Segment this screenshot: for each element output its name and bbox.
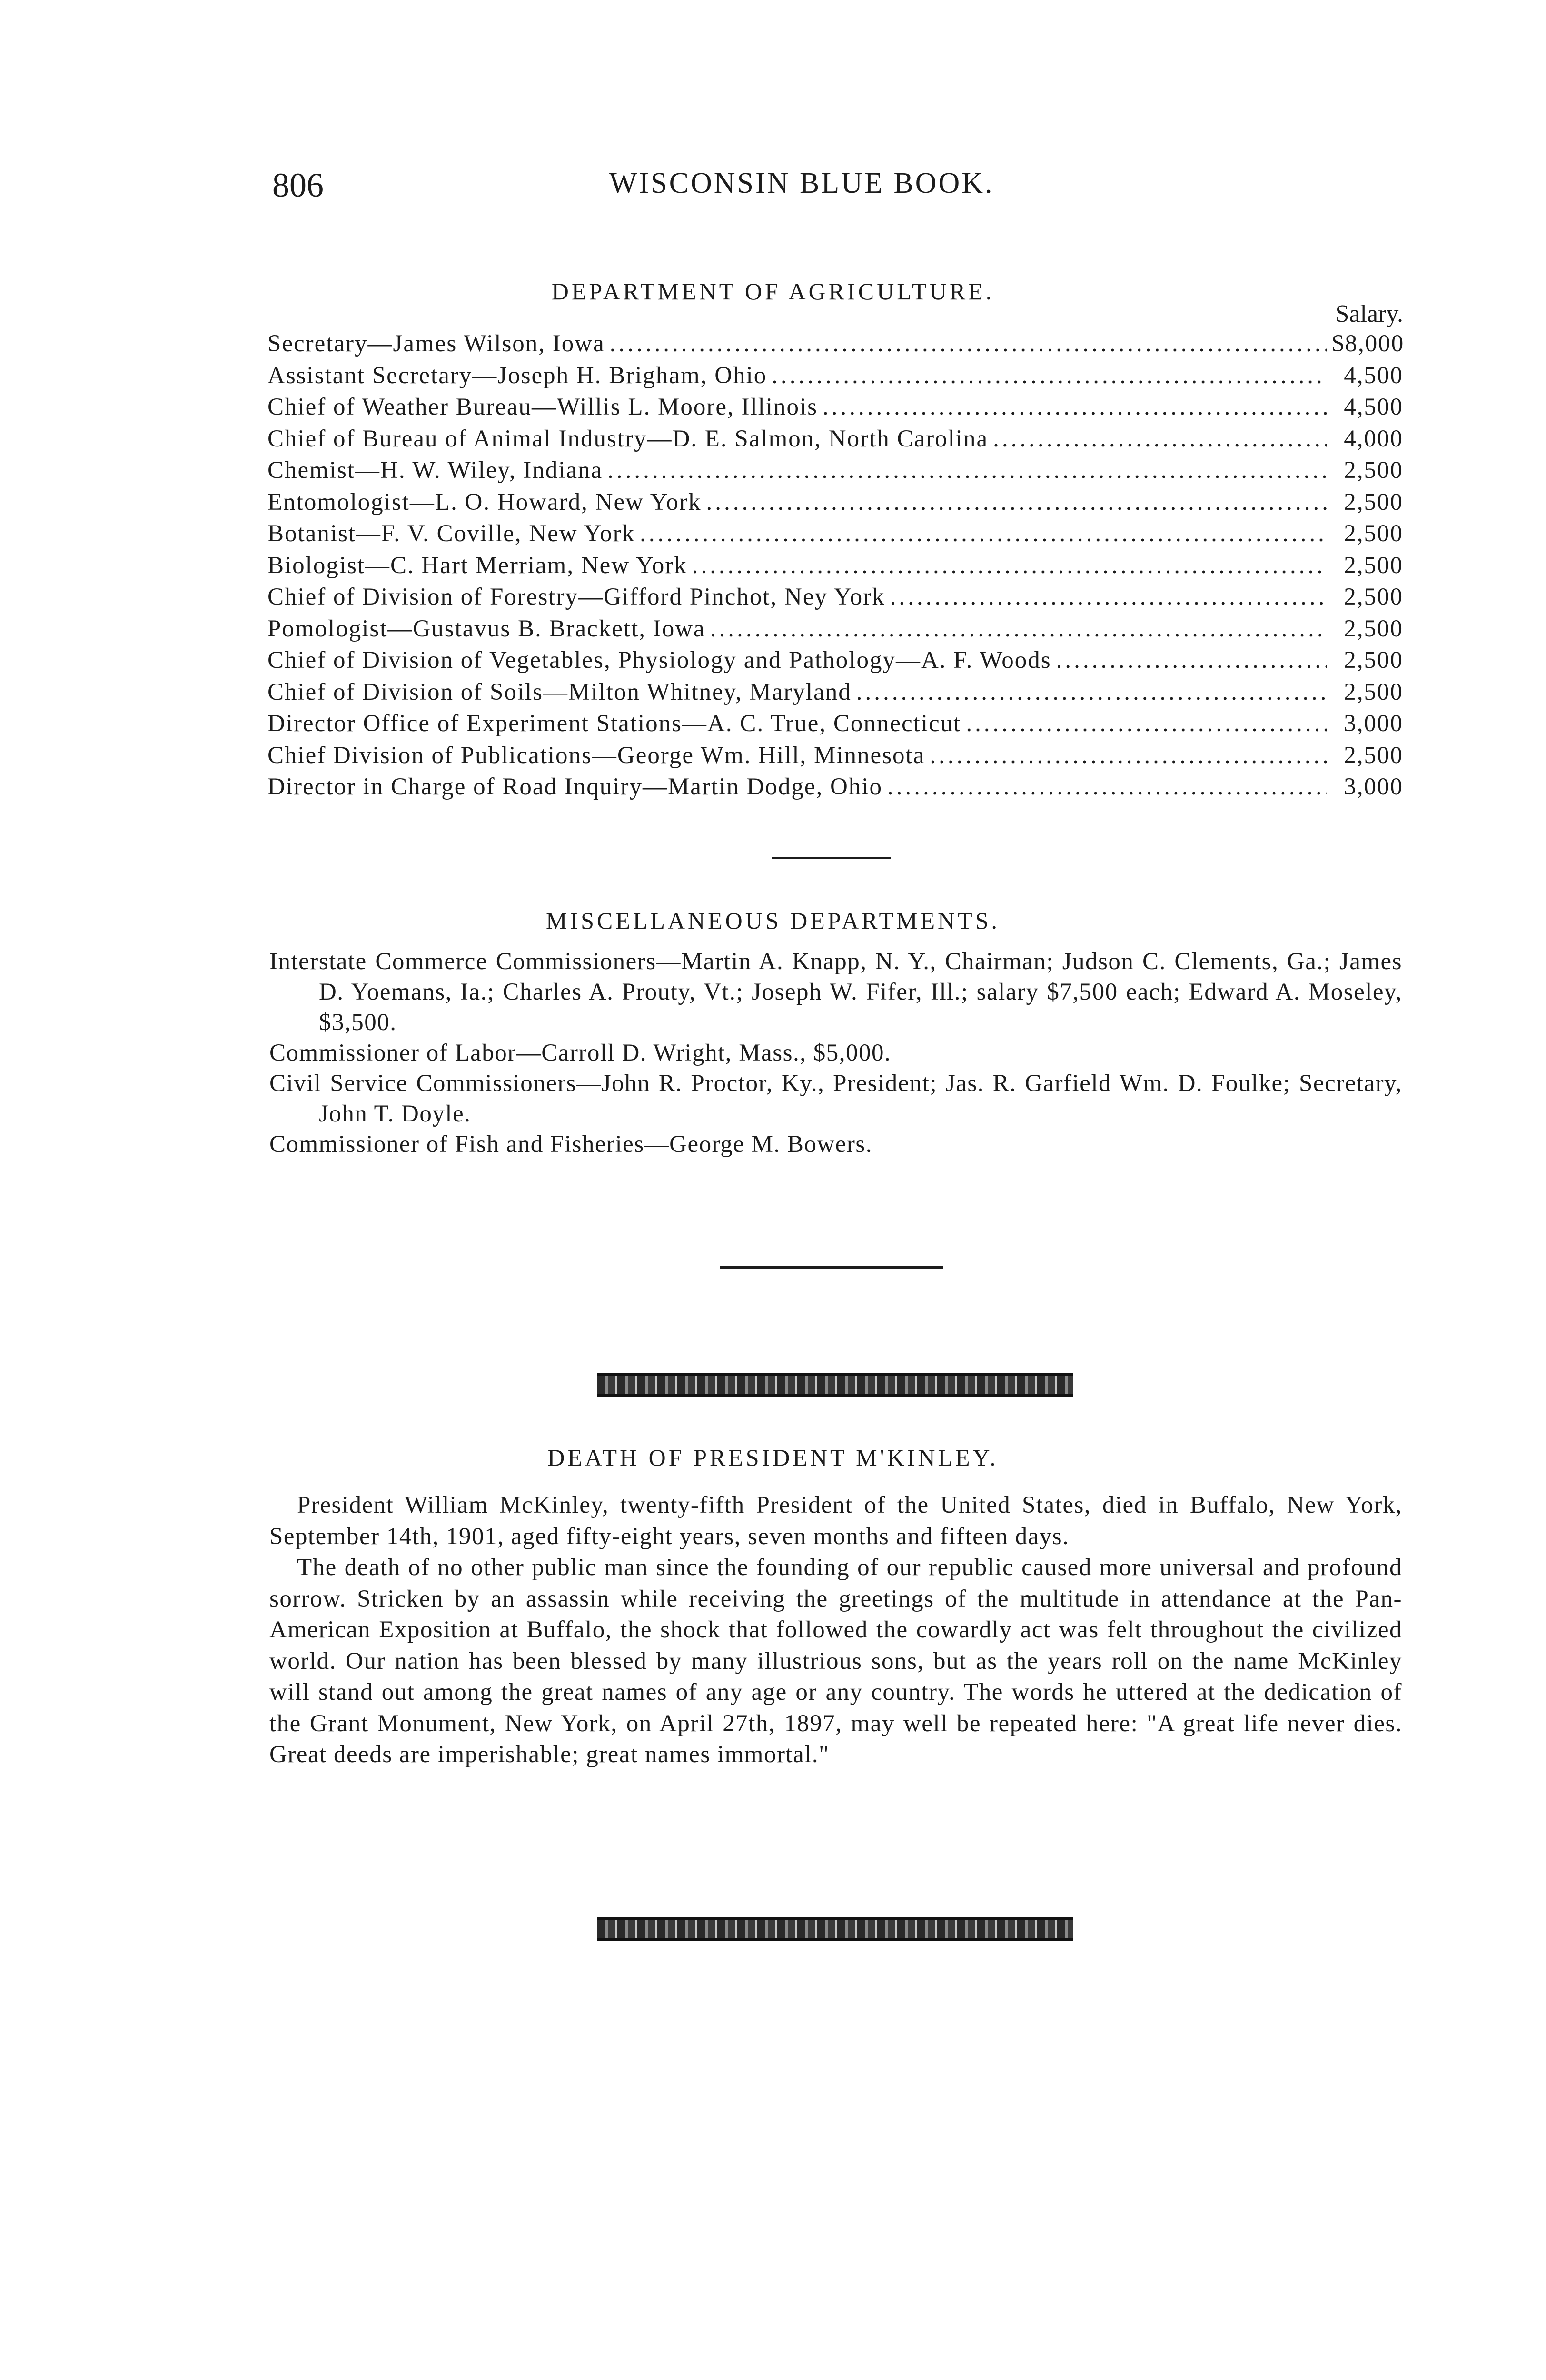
dot-leader bbox=[890, 583, 1327, 611]
office-holder: Director in Charge of Road Inquiry—Martin Dodge, Ohio bbox=[268, 774, 882, 800]
roster-row bbox=[268, 710, 1403, 742]
office-holder: Chief of Bureau of Animal Industry—D. E. Salmon, North Carolina bbox=[268, 425, 989, 452]
dot-leader bbox=[710, 615, 1327, 643]
office-holder: Chief of Division of Forestry—Gifford Pinchot, Ney York bbox=[268, 584, 885, 610]
section-divider-rule bbox=[772, 857, 891, 859]
office-holder: Chief of Weather Bureau—Willis L. Moore, Illinois bbox=[268, 394, 818, 420]
dot-leader bbox=[607, 456, 1327, 484]
roster-row bbox=[268, 425, 1403, 457]
salary-value: 3,000 bbox=[1344, 710, 1403, 737]
office-holder: Pomologist—Gustavus B. Brackett, Iowa bbox=[268, 615, 705, 642]
decorative-banner bbox=[597, 1917, 1073, 1941]
office-holder: Director Office of Experiment Stations—A. C. True, Connecticut bbox=[268, 710, 961, 737]
article-paragraph: The death of no other public man since the founding of our republic caused more universal and profound sorrow. Stricken by an assassin while receiving the greetings of the multitude in attendance at the Pan-American Exposition at Buffalo, the shock that followed the cowardly act was felt throughout the civilized world. Our nation has been blessed by many illustrious sons, but as the years roll on the name McKinley will stand out among the great names of any age or any country. The words he uttered at the dedication of the Grant Monument, New York, on April 27th, 1897, may well be repeated here: "A great life never dies. Great deeds are imperishable; great names immortal." bbox=[269, 1554, 1402, 1768]
salary-value: 2,500 bbox=[1344, 488, 1403, 516]
roster-row bbox=[268, 773, 1403, 805]
salary-value: 4,000 bbox=[1344, 425, 1403, 452]
salary-value: 4,500 bbox=[1344, 362, 1403, 389]
dot-leader bbox=[610, 330, 1327, 357]
roster-row bbox=[268, 552, 1403, 584]
salary-value: 2,500 bbox=[1344, 520, 1403, 547]
decorative-banner bbox=[597, 1373, 1073, 1397]
dot-leader bbox=[692, 552, 1327, 579]
dot-leader bbox=[640, 520, 1327, 547]
office-holder: Entomologist—L. O. Howard, New York bbox=[268, 488, 702, 516]
miscellaneous-list bbox=[269, 946, 1402, 1160]
dot-leader bbox=[966, 710, 1327, 737]
roster-row bbox=[268, 393, 1403, 425]
salary-value: 2,500 bbox=[1344, 647, 1403, 674]
roster-row bbox=[268, 330, 1403, 362]
dot-leader bbox=[887, 773, 1327, 801]
salary-value: $8,000 bbox=[1332, 330, 1405, 357]
office-holder: Assistant Secretary—Joseph H. Brigham, Ohio bbox=[268, 362, 767, 389]
article-paragraph: President William McKinley, twenty-fifth President of the United States, died in Buffalo, New York, September 14th, 1901, aged fifty-eight years, seven months and fifteen days. bbox=[269, 1492, 1402, 1550]
office-holder: Chief Division of Publications—George Wm. Hill, Minnesota bbox=[268, 742, 925, 769]
roster-row bbox=[268, 678, 1403, 710]
salary-value: 2,500 bbox=[1344, 678, 1403, 705]
salary-value: 2,500 bbox=[1344, 457, 1403, 484]
salary-value: 4,500 bbox=[1344, 394, 1403, 420]
dot-leader bbox=[823, 393, 1327, 421]
office-holder: Botanist—F. V. Coville, New York bbox=[268, 520, 635, 547]
office-holder: Chief of Division of Vegetables, Physiology and Pathology—A. F. Woods bbox=[268, 647, 1051, 674]
section-divider-rule bbox=[720, 1266, 943, 1269]
roster-row bbox=[268, 456, 1403, 488]
miscellaneous-heading: MISCELLANEOUS DEPARTMENTS. bbox=[546, 907, 1000, 934]
dot-leader bbox=[856, 678, 1327, 706]
roster-row bbox=[268, 646, 1403, 678]
miscellaneous-entry: Commissioner of Labor—Carroll D. Wright, Mass., $5,000. bbox=[269, 1040, 892, 1066]
dot-leader bbox=[1056, 646, 1327, 674]
salary-value: 2,500 bbox=[1344, 552, 1403, 579]
salary-column-heading: Salary. bbox=[1335, 300, 1403, 327]
roster-row bbox=[268, 615, 1403, 647]
agriculture-heading: DEPARTMENT OF AGRICULTURE. bbox=[551, 278, 995, 305]
mckinley-heading: DEATH OF PRESIDENT M'KINLEY. bbox=[547, 1444, 999, 1471]
mckinley-article bbox=[269, 1490, 1402, 1771]
office-holder: Chemist—H. W. Wiley, Indiana bbox=[268, 457, 603, 484]
roster-row bbox=[268, 583, 1403, 615]
office-holder: Chief of Division of Soils—Milton Whitney, Maryland bbox=[268, 678, 852, 705]
salary-value: 2,500 bbox=[1344, 742, 1403, 769]
dot-leader bbox=[706, 488, 1327, 516]
salary-value: 3,000 bbox=[1344, 774, 1403, 800]
agriculture-roster bbox=[268, 330, 1403, 805]
miscellaneous-entry: Interstate Commerce Commissioners—Martin A. Knapp, N. Y., Chairman; Judson C. Clements, Ga.; James D. Yoemans, Ia.; Charles A. Prouty, Vt.; Joseph W. Fifer, Ill.; salary $7,500 each; Edward A. Moseley, $3,500. bbox=[269, 948, 1402, 1036]
page-number: 806 bbox=[272, 166, 324, 204]
roster-row bbox=[268, 488, 1403, 520]
dot-leader bbox=[993, 425, 1327, 453]
miscellaneous-entry: Commissioner of Fish and Fisheries—George M. Bowers. bbox=[269, 1131, 872, 1158]
office-holder: Secretary—James Wilson, Iowa bbox=[268, 330, 605, 357]
roster-row bbox=[268, 520, 1403, 552]
running-head: WISCONSIN BLUE BOOK. bbox=[609, 167, 994, 199]
salary-value: 2,500 bbox=[1344, 584, 1403, 610]
salary-value: 2,500 bbox=[1344, 615, 1403, 642]
office-holder: Biologist—C. Hart Merriam, New York bbox=[268, 552, 687, 579]
dot-leader bbox=[772, 362, 1327, 389]
roster-row bbox=[268, 742, 1403, 774]
dot-leader bbox=[930, 742, 1327, 769]
roster-row bbox=[268, 362, 1403, 394]
miscellaneous-entry: Civil Service Commissioners—John R. Proctor, Ky., President; Jas. R. Garfield Wm. D. Foulke; Secretary, John T. Doyle. bbox=[269, 1070, 1402, 1127]
